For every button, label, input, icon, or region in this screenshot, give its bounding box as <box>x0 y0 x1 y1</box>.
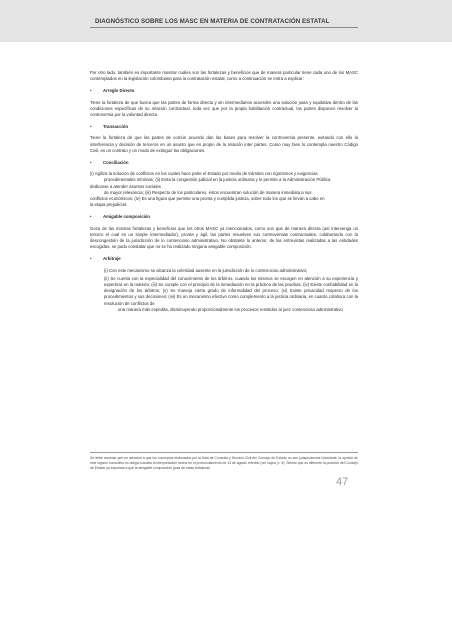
bullet-icon: • <box>90 160 92 166</box>
arbitraje-item: una manera más expedita, disminuyendo proporcionalmente los procesos remitidos al juez contencioso administrativo <box>118 306 343 312</box>
paragraph-transaccion: Tiene la fortaleza de que las partes de común acuerdo dan las bases para resolver la controversia presente, evitando con ello la interferencia y decisión de terceros en un asunto que es propio de la relación inter partes. Como muy bien lo contempla nuestro Código Civil, es un contrato y un modo de extinguir las obligaciones. <box>90 135 358 153</box>
bullet-icon: • <box>90 256 92 262</box>
bullet-icon: • <box>90 88 92 94</box>
paragraph-arbitraje <box>90 268 358 313</box>
footnote-rule <box>90 452 358 453</box>
intro-paragraph: Por otro lado, también es importante mostrar cuáles son las fortalezas y beneficios que de manera particular tiene cada uno de los MASC contemplados en la legislación colombiana para la contratación estatal, como a continuación se entra a explicar: <box>90 70 358 82</box>
conciliacion-line: la etapa prejudicial. <box>90 202 128 208</box>
page-content <box>90 70 358 313</box>
arbitraje-item: (ii) Se cuenta con la especialidad del conocimiento de los árbitros, cuando los mismos se escogen en atención a su experiencia y experticia en la materia; (iii) Se cumple con el principio de la inmediación en la práctica de las pruebas; (iv) Existe confiabilidad en la designación de los árbitros; (v) Se maneja cierta grado de informalidad del proceso; (vi) Existe privacidad respecto de los procedimientos y sus decisiones; (vii) Es un mecanismo efectivo como complemento a la justicia ordinaria, en cuanto colabora con la resolución de conflictos de <box>104 275 358 306</box>
section-title-text: Arbitraje <box>103 256 121 262</box>
paragraph-amigable: Goza de las mismas fortalezas y beneficios que los otros MASC ya mencionados, como son que de manera directa (así intervenga un tercero el cual es un simple intermediador), pronta y ágil, las partes resuelven sus controversias contractuales, colaborando con la descongestión de la jurisdicción de lo contencioso administrativo. No obstante lo anterior, de las entrevistas realizadas a las entidades escogidas, se pudo constatar que no se ha realizado ninguna amigable composición. <box>90 225 358 250</box>
conciliacion-line: procedimentales mínimas; (ii) Evita la congestión judicial en la justicia ordinaria y le permite a la Administración Pública <box>104 177 331 183</box>
header-title: DIAGNÓSTICO SOBRE LOS MASC EN MATERIA DE CONTRATACIÓN ESTATAL <box>95 18 330 25</box>
section-title-text: Transacción <box>103 124 129 130</box>
arbitraje-item: (i) Con este mecanismo se alcanza la celeridad ausente en la jurisdicción de lo contencioso administrativo; <box>104 267 308 273</box>
paragraph-arreglo: Tiene la fortaleza de que busca que las partes de forma directa y sin intermediarios acuerden una solución justa y equitativa dentro de las condiciones específicas de su relación contractual, toda vez que por la propia habilitación contractual, las partes disponen resolver la controversia por la voluntad directa. <box>90 99 358 118</box>
section-title-arreglo <box>90 88 358 94</box>
bullet-icon: • <box>90 214 92 220</box>
section-title-text: Conciliación <box>103 160 129 166</box>
paragraph-conciliacion <box>90 171 358 208</box>
footnote: Se debe recordar que en atención a que los conceptos elaborados por la Sala de Consulta y Servicio Civil del Consejo de Estado no son jurisprudencia vinculante, la opinión de este órgano consultivo no obliga a acatar la interpretación hecha en el pronunciamiento de 13 de agosto referido (ver supra, p. 6). Siendo que es diferente la posición del Consejo de Estado ya expuesta a que la amigable composición goza de estas fortalezas. <box>90 456 358 470</box>
section-title-text: Arreglo Directo <box>103 88 135 94</box>
conciliacion-line: conflictos económicos; (iv) Es una figura que permite una pronta y cumplida justicia, sobre todo los que se llevan a cabo en <box>90 196 325 202</box>
conciliacion-line: dedicarse a atender asuntos sociales <box>90 183 161 189</box>
section-title-conciliacion <box>90 160 358 166</box>
section-title-transaccion <box>90 124 358 130</box>
conciliacion-line: (i) Agiliza la solución de conflictos en los cuales hace parte el Estado por medio de trámites con rigorismos y exigencias <box>90 171 318 177</box>
conciliacion-line: de mayor relevancia; (iii) Respecto de los particulares, éstos encuentran solución de manera inmediata a sus <box>104 189 312 195</box>
section-title-arbitraje <box>90 256 358 262</box>
header-rule <box>90 27 358 28</box>
bullet-icon: • <box>90 124 92 130</box>
page-number: 47 <box>336 476 349 488</box>
section-title-amigable <box>90 214 358 220</box>
page-header <box>0 0 452 42</box>
section-title-text: Amigable composición <box>103 214 151 220</box>
